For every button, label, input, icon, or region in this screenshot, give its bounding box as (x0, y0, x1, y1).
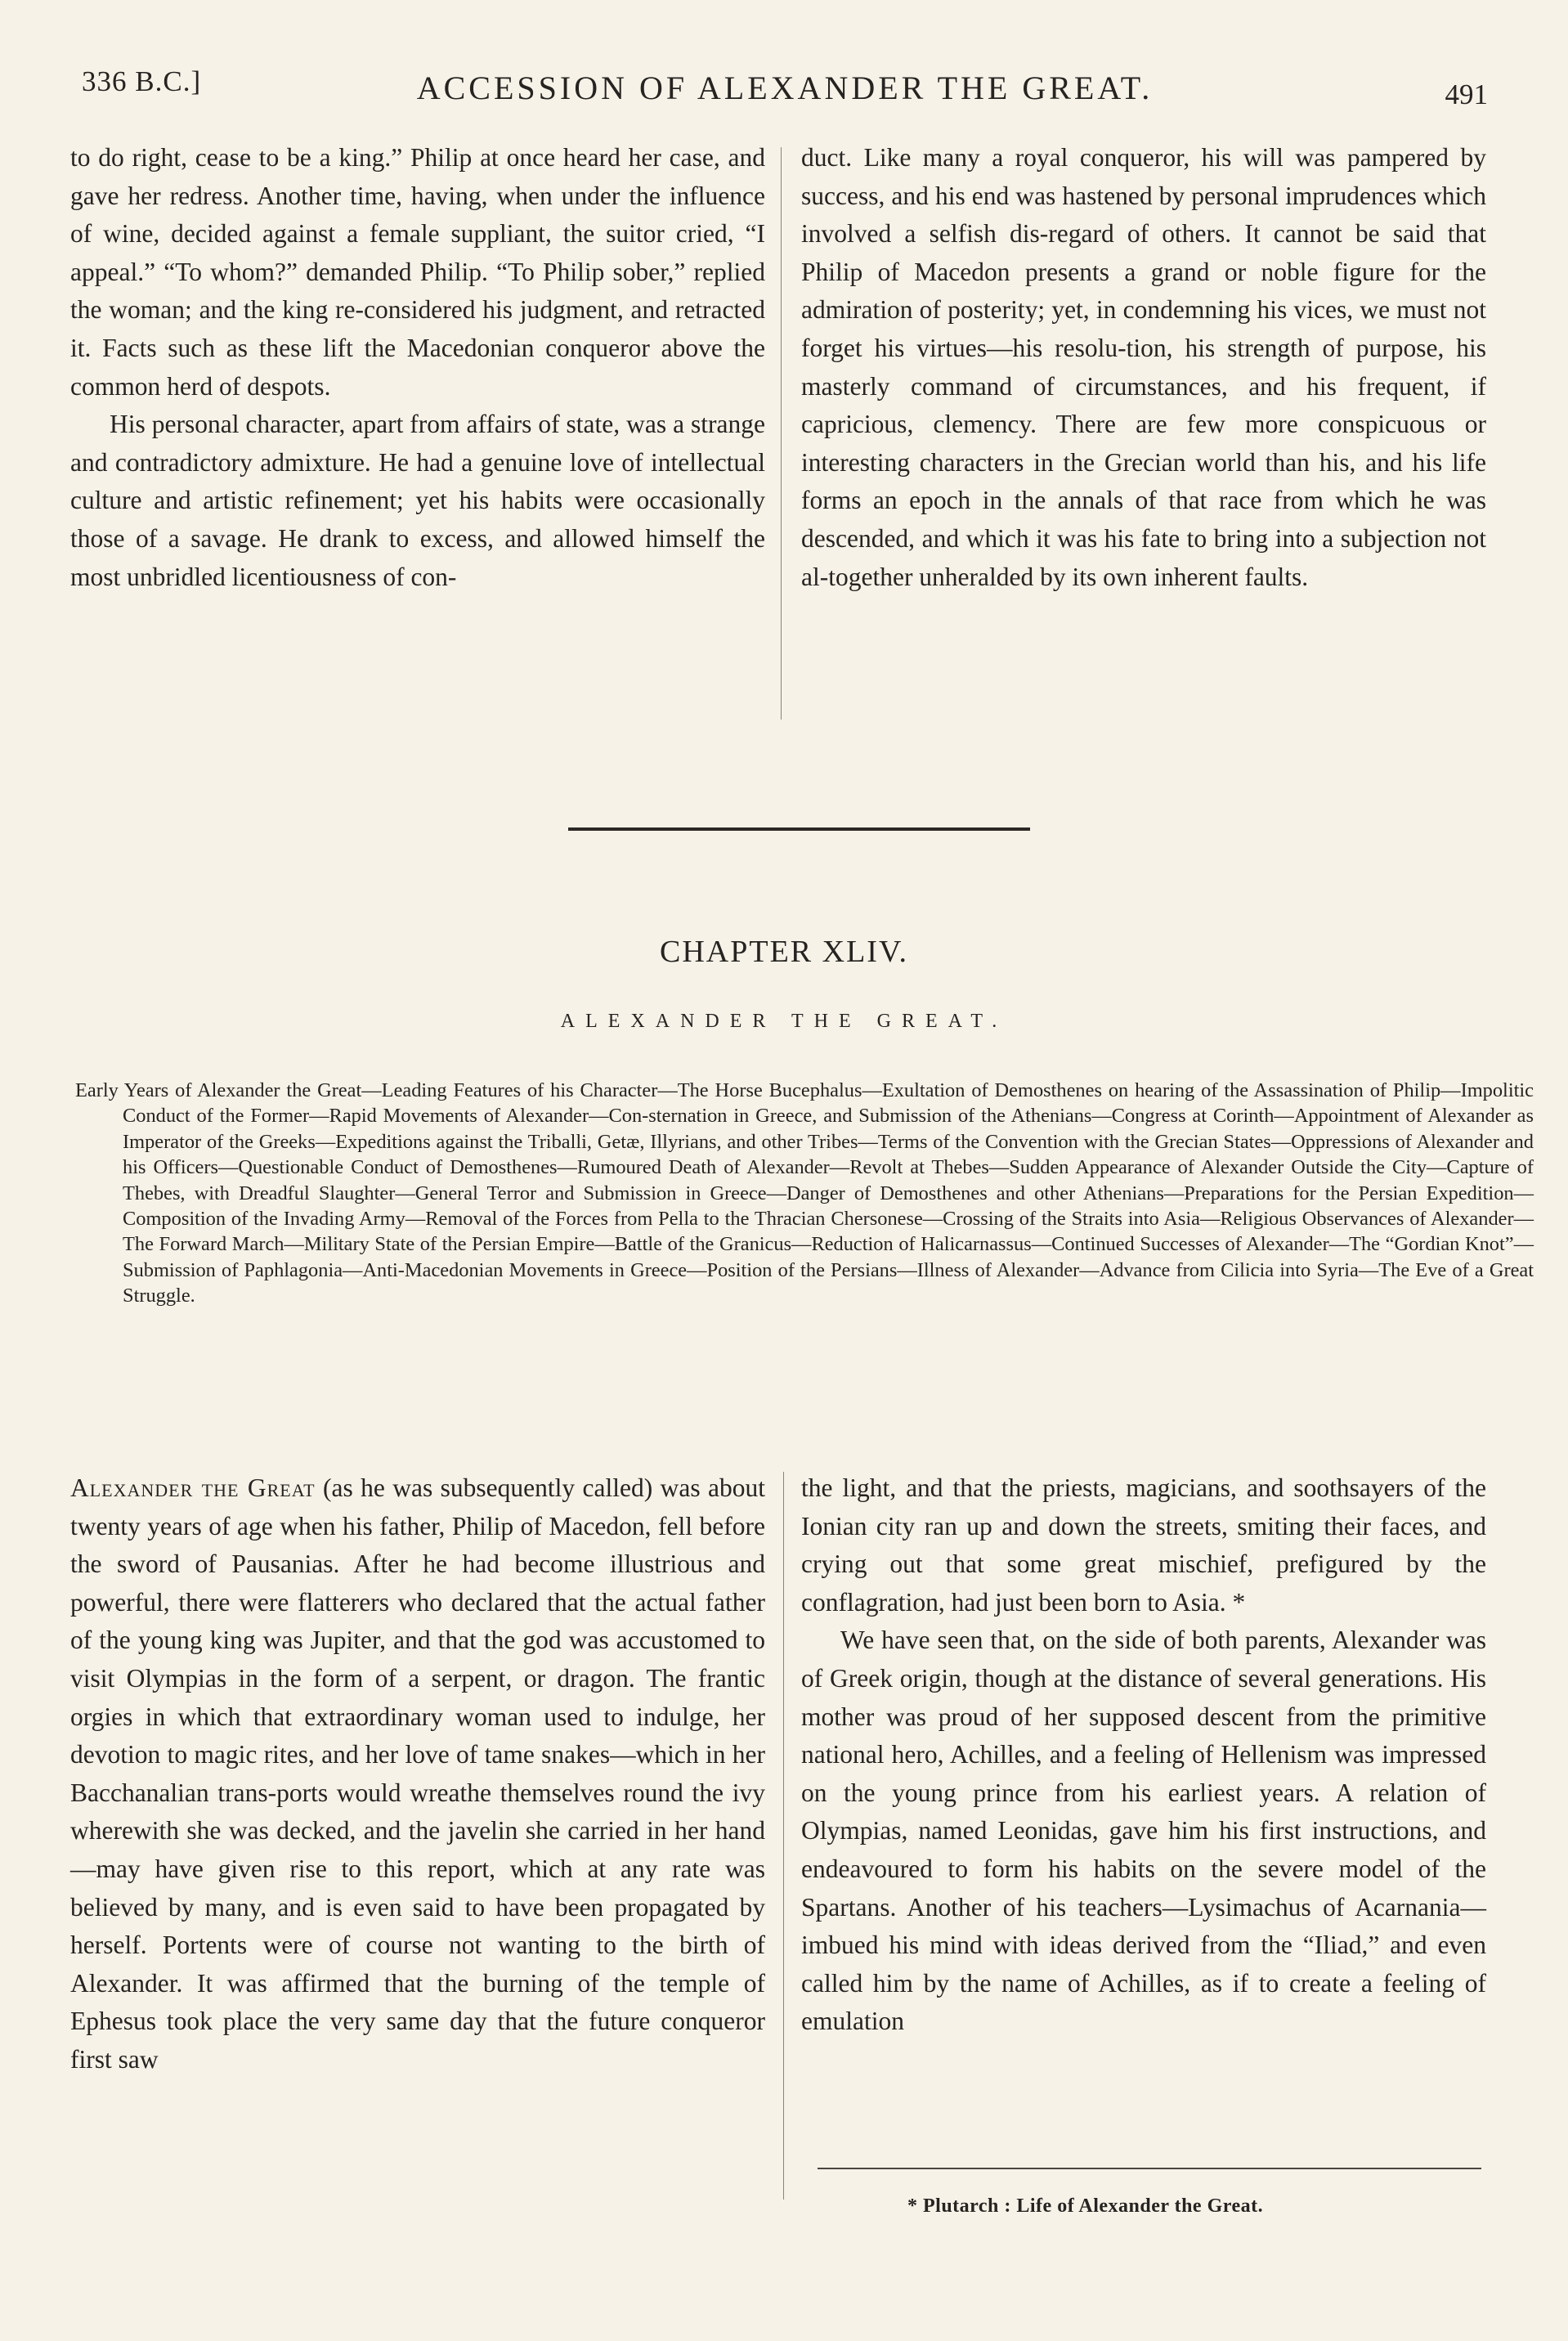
lead-smallcaps: Alexander the Great (70, 1473, 316, 1502)
top-left-column (70, 139, 765, 596)
paragraph: to do right, cease to be a king.” Philip at once heard her case, and gave her redress. Another time, having, when under the influence of wine, decided against a female suppliant, the suitor cried, “I appeal.” “To whom?” demanded Philip. “To Philip sober,” replied the woman; and the king re-considered his judgment, and retracted it. Facts such as these lift the Macedonian conqueror above the common herd of despots. (70, 143, 765, 401)
column-divider (783, 1472, 784, 2200)
header-date: 336 B.C.] (82, 65, 202, 97)
column-divider (781, 147, 782, 720)
top-right-column (801, 139, 1486, 596)
section-separator (568, 827, 1030, 831)
chapter-synopsis: Early Years of Alexander the Great—Leading Features of his Character—The Horse Bucephalus—Exultation of Demosthenes on hearing of the Assassination of Philip—Impolitic Conduct of the Former—Rapid Movements of Alexander—Con-sternation in Greece, and Submission of the Athenians—Congress at Corinth—Appointment of Alexander as Imperator of the Greeks—Expeditions against the Triballi, Getæ, Illyrians, and other Tribes—Terms of the Convention with the Grecian States—Oppressions of Alexander and his Officers—Questionable Conduct of Demosthenes—Rumoured Death of Alexander—Revolt at Thebes—Sudden Appearance of Alexander Outside the City—Capture of Thebes, with Dreadful Slaughter—General Terror and Submission in Greece—Danger of Demosthenes and other Athenians—Preparations for the Persian Expedition—Composition of the Invading Army—Removal of the Forces from Pella to the Thracian Chersonese—Crossing of the Straits into Asia—Religious Observances of Alexander—The Forward March—Military State of the Persian Empire—Battle of the Granicus—Reduction of Halicarnassus—Continued Successes of Alexander—The “Gordian Knot”—Submission of Paphlagonia—Anti-Macedonian Movements in Greece—Position of the Persians—Illness of Alexander—Advance from Cilicia into Syria—The Eve of a Great Struggle. (75, 1079, 1534, 1307)
paragraph: duct. Like many a royal conqueror, his will was pampered by success, and his end was hastened by personal imprudences which involved a selfish dis-regard of others. It cannot be said that Philip of Macedon presents a grand or noble figure for the admiration of posterity; yet, in condemning his vices, we must not forget his virtues—his resolu-tion, his strength of purpose, his masterly command of circumstances, and his frequent, if capricious, clemency. There are few more conspicuous or interesting characters in the Grecian world than his, and his life forms an epoch in the annals of that race from which he was descended, and which it was his fate to bring into a subjection not al-together unheralded by its own inherent faults. (801, 143, 1486, 591)
bottom-right-column (801, 1469, 1486, 2041)
running-header (82, 65, 1488, 114)
bottom-left-column (70, 1469, 765, 2079)
paragraph: the light, and that the priests, magicians, and soothsayers of the Ionian city ran up and down the streets, smiting their faces, and crying out that some great mischief, prefigured by the conflagration, had just been born to Asia. * (801, 1473, 1486, 1617)
chapter-heading: CHAPTER XLIV. (660, 935, 908, 969)
opening-text: (as he was subsequently called) was about twenty years of age when his father, Philip of Macedon, fell before the sword of Pausanias. After he had become illustrious and powerful, there were flatterers who declared that the actual father of the young king was Jupiter, and that the god was accustomed to visit Olympias in the form of a serpent, or dragon. The frantic orgies in which that extraordinary woman used to indulge, her devotion to magic rites, and her love of tame snakes—which in her Bacchanalian trans-ports would wreathe themselves round the ivy wherewith she was decked, and the javelin she carried in her hand—may have given rise to this report, which at any rate was believed by many, and is even said to have been propagated by herself. Portents were of course not wanting to the birth of Alexander. It was affirmed that the burning of the temple of Ephesus took place the very same day that the future conqueror first saw (70, 1473, 765, 2074)
header-title: ACCESSION OF ALEXANDER THE GREAT. (416, 70, 1154, 106)
paragraph: His personal character, apart from affairs of state, was a strange and contradictory admixture. He had a genuine love of intellectual culture and artistic refinement; yet his habits were occasionally those of a savage. He drank to excess, and allowed himself the most unbridled licentiousness of con- (70, 410, 765, 591)
opening-paragraph (70, 1469, 765, 2079)
page-number: 491 (1445, 78, 1488, 110)
footnote-rule (818, 2168, 1481, 2169)
paragraph: We have seen that, on the side of both parents, Alexander was of Greek origin, though at the distance of several generations. His mother was proud of her supposed descent from the primitive national hero, Achilles, and a feeling of Hellenism was impressed on the young prince from his earliest years. A relation of Olympias, named Leonidas, gave him his first instructions, and endeavoured to form his habits on the severe model of the Spartans. Another of his teachers—Lysimachus of Acarnania—imbued his mind with ideas derived from the “Iliad,” and even called him by the name of Achilles, as if to create a feeling of emulation (801, 1626, 1486, 2036)
chapter-subtitle: ALEXANDER THE GREAT. (560, 1011, 1008, 1032)
footnote: * Plutarch : Life of Alexander the Great. (907, 2195, 1264, 2217)
